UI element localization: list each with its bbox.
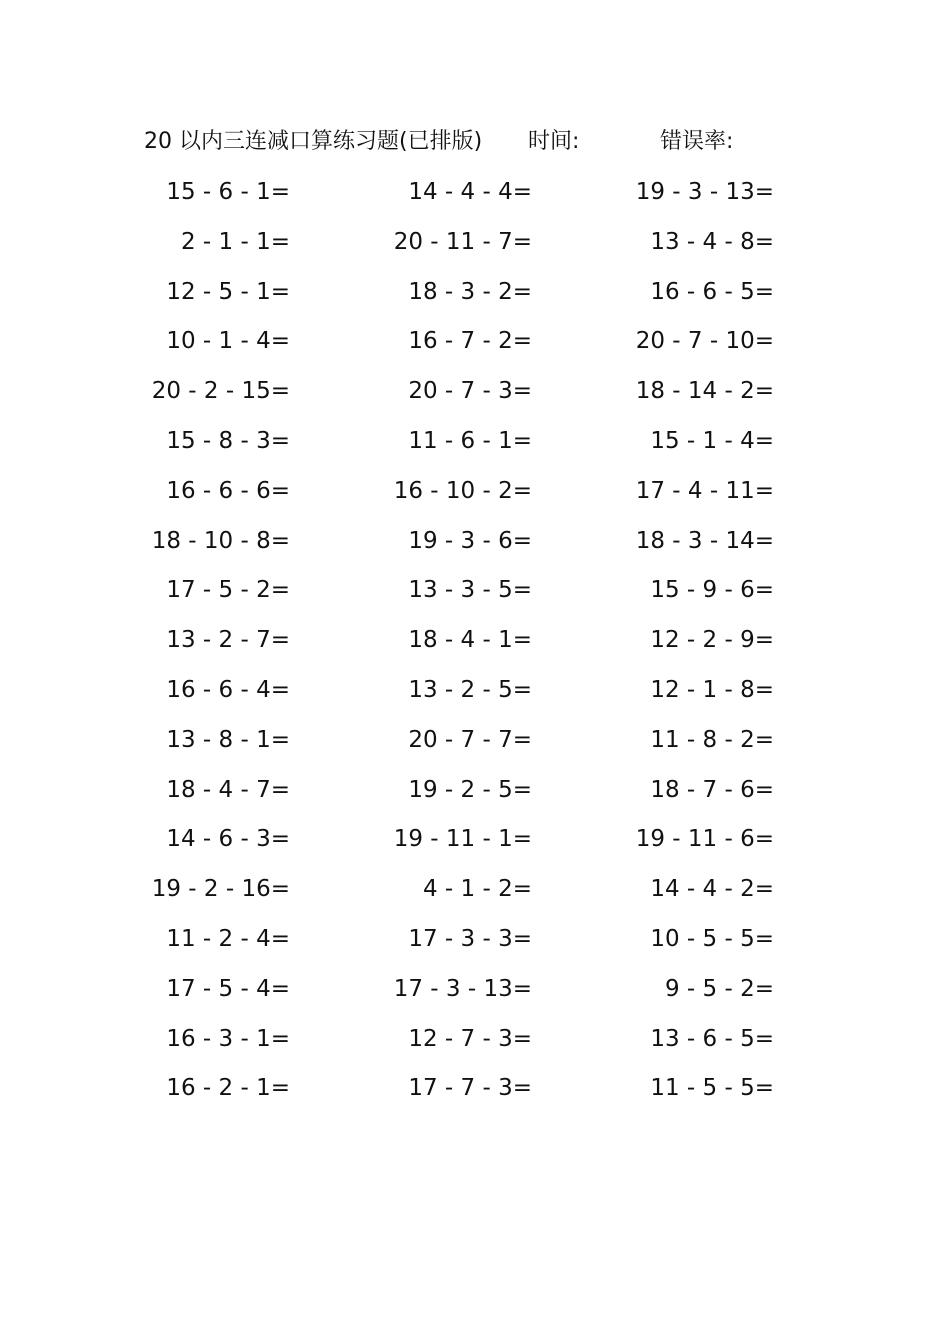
problem-item: 13 - 2 - 7= xyxy=(166,627,290,654)
problem-item: 17 - 5 - 2= xyxy=(166,577,290,604)
problem-row xyxy=(0,919,950,969)
problem-item: 19 - 11 - 6= xyxy=(635,826,774,853)
problem-row xyxy=(0,421,950,471)
problem-row xyxy=(0,1068,950,1118)
problem-item: 20 - 2 - 15= xyxy=(151,378,290,405)
problem-item: 13 - 6 - 5= xyxy=(650,1025,774,1052)
problem-item: 19 - 2 - 5= xyxy=(408,776,532,803)
problem-item: 18 - 4 - 7= xyxy=(166,776,290,803)
problem-item: 4 - 1 - 2= xyxy=(422,876,532,903)
problem-grid xyxy=(0,172,950,1118)
problem-item: 18 - 3 - 2= xyxy=(408,278,532,305)
problem-item: 17 - 4 - 11= xyxy=(635,477,774,504)
problem-row xyxy=(0,471,950,521)
problem-item: 17 - 5 - 4= xyxy=(166,975,290,1002)
problem-item: 12 - 7 - 3= xyxy=(408,1025,532,1052)
problem-item: 10 - 1 - 4= xyxy=(166,328,290,355)
problem-item: 16 - 2 - 1= xyxy=(166,1075,290,1102)
problem-item: 16 - 6 - 4= xyxy=(166,676,290,703)
problem-item: 14 - 4 - 2= xyxy=(650,876,774,903)
problem-item: 16 - 10 - 2= xyxy=(393,477,532,504)
problem-item: 18 - 10 - 8= xyxy=(151,527,290,554)
problem-item: 12 - 2 - 9= xyxy=(650,627,774,654)
problem-item: 9 - 5 - 2= xyxy=(664,975,774,1002)
problem-item: 15 - 9 - 6= xyxy=(650,577,774,604)
problem-item: 15 - 6 - 1= xyxy=(166,179,290,205)
problem-item: 20 - 7 - 3= xyxy=(408,378,532,405)
problem-item: 20 - 11 - 7= xyxy=(393,228,532,255)
problem-row xyxy=(0,570,950,620)
problem-item: 14 - 4 - 4= xyxy=(408,179,532,205)
problem-item: 16 - 6 - 6= xyxy=(166,477,290,504)
problem-row xyxy=(0,620,950,670)
error-rate-label: 错误率: xyxy=(660,129,734,154)
problem-item: 18 - 3 - 14= xyxy=(635,527,774,554)
problem-row xyxy=(0,670,950,720)
problem-item: 18 - 7 - 6= xyxy=(650,776,774,803)
problem-item: 11 - 5 - 5= xyxy=(650,1075,774,1102)
problem-row xyxy=(0,1019,950,1069)
problem-item: 20 - 7 - 10= xyxy=(635,328,774,355)
problem-item: 20 - 7 - 7= xyxy=(408,726,532,753)
problem-item: 17 - 7 - 3= xyxy=(408,1075,532,1102)
problem-row xyxy=(0,222,950,272)
problem-item: 11 - 2 - 4= xyxy=(166,925,290,952)
problem-row xyxy=(0,819,950,869)
problem-row xyxy=(0,770,950,820)
problem-item: 17 - 3 - 13= xyxy=(393,975,532,1002)
problem-item: 12 - 1 - 8= xyxy=(650,676,774,703)
problem-row xyxy=(0,172,950,222)
problem-item: 18 - 14 - 2= xyxy=(635,378,774,405)
problem-item: 13 - 2 - 5= xyxy=(408,676,532,703)
problem-item: 18 - 4 - 1= xyxy=(408,627,532,654)
problem-item: 13 - 3 - 5= xyxy=(408,577,532,604)
problem-item: 16 - 7 - 2= xyxy=(408,328,532,355)
problem-item: 13 - 8 - 1= xyxy=(166,726,290,753)
problem-row xyxy=(0,521,950,571)
problem-item: 14 - 6 - 3= xyxy=(166,826,290,853)
problem-row xyxy=(0,321,950,371)
worksheet-header xyxy=(144,124,844,160)
problem-item: 19 - 3 - 13= xyxy=(635,179,774,205)
problem-item: 19 - 11 - 1= xyxy=(393,826,532,853)
problem-item: 10 - 5 - 5= xyxy=(650,925,774,952)
worksheet-title: 20 以内三连减口算练习题(已排版) xyxy=(144,129,483,154)
problem-row xyxy=(0,720,950,770)
problem-row xyxy=(0,371,950,421)
problem-row xyxy=(0,869,950,919)
problem-item: 19 - 3 - 6= xyxy=(408,527,532,554)
problem-item: 16 - 6 - 5= xyxy=(650,278,774,305)
problem-item: 2 - 1 - 1= xyxy=(180,228,290,255)
problem-item: 11 - 6 - 1= xyxy=(408,427,532,454)
problem-row xyxy=(0,969,950,1019)
problem-item: 13 - 4 - 8= xyxy=(650,228,774,255)
problem-item: 19 - 2 - 16= xyxy=(151,876,290,903)
problem-item: 17 - 3 - 3= xyxy=(408,925,532,952)
problem-item: 11 - 8 - 2= xyxy=(650,726,774,753)
time-label: 时间: xyxy=(528,129,580,154)
problem-item: 16 - 3 - 1= xyxy=(166,1025,290,1052)
problem-item: 12 - 5 - 1= xyxy=(166,278,290,305)
problem-item: 15 - 8 - 3= xyxy=(166,427,290,454)
problem-row xyxy=(0,272,950,322)
problem-item: 15 - 1 - 4= xyxy=(650,427,774,454)
